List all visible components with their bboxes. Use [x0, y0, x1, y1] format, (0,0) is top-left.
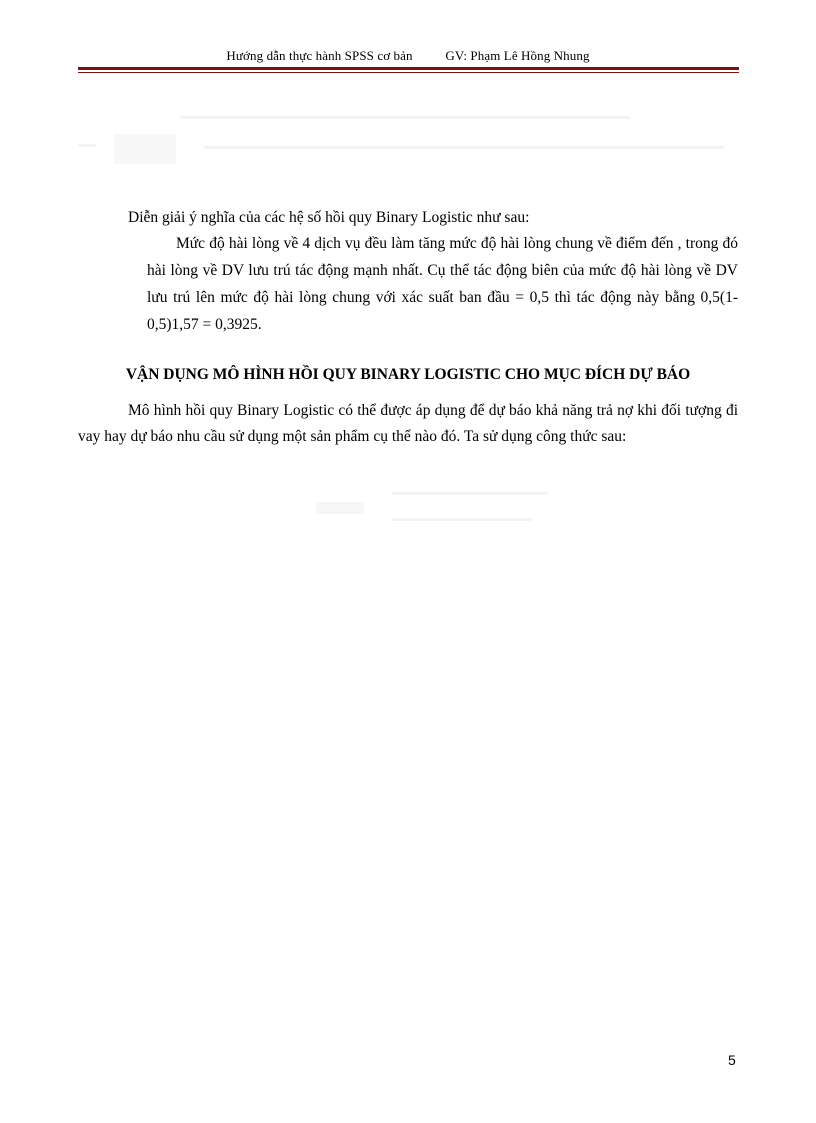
- page-header: [78, 48, 738, 64]
- faint-formula-image-bottom: [316, 484, 552, 532]
- header-instructor: GV: Phạm Lê Hồng Nhung: [445, 48, 590, 63]
- page-number: 5: [728, 1052, 736, 1068]
- section-heading: VẬN DỤNG MÔ HÌNH HỒI QUY BINARY LOGISTIC CHO MỤC ĐÍCH DỰ BÁO: [125, 366, 691, 383]
- interpretation-paragraph: Mức độ hài lòng về 4 dịch vụ đều làm tăng mức độ hài lòng chung về điểm đến , trong đó hài lòng về DV lưu trú tác động mạnh nhất. Cụ thể tác động biên của mức độ hài lòng về DV lưu trú lên mức độ hài lòng chung với xác suất ban đầu = 0,5 thì tác động này bằng 0,5(1-0,5)1,57 = 0,3925.: [147, 235, 738, 333]
- header-rule-thin: [78, 72, 739, 73]
- header-rule-thick: [78, 67, 739, 70]
- faint-formula-image-top: [78, 110, 738, 170]
- forecast-paragraph: Mô hình hồi quy Binary Logistic có thể được áp dụng để dự báo khả năng trả nợ khi đối tượng đi vay hay dự báo nhu cầu sử dụng một sản phẩm cụ thể nào đó. Ta sử dụng công thức sau:: [78, 402, 738, 445]
- interpretation-intro: Diễn giải ý nghĩa của các hệ số hồi quy Binary Logistic như sau:: [128, 209, 530, 226]
- header-course-title: Hướng dẫn thực hành SPSS cơ bản: [226, 48, 413, 63]
